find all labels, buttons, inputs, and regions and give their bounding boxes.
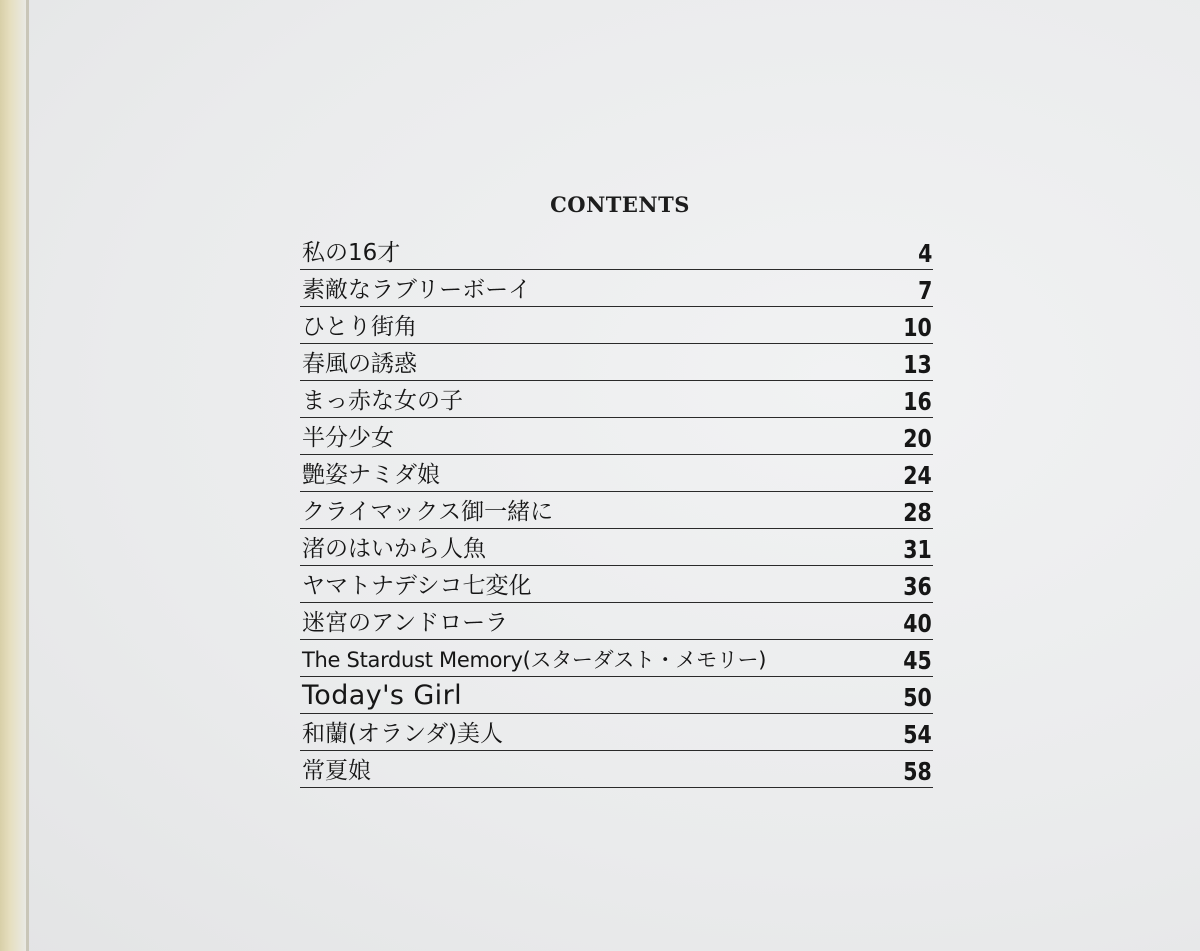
- toc-row: [300, 714, 933, 751]
- page-number: 54: [903, 720, 932, 749]
- song-title: 迷宮のアンドローラ: [302, 610, 509, 636]
- spine-edge: [26, 0, 29, 951]
- page-number: 50: [903, 683, 932, 712]
- toc-row: [300, 640, 933, 677]
- song-title: 常夏娘: [302, 758, 371, 784]
- song-title: ひとり街角: [302, 314, 417, 340]
- page-number: 13: [903, 350, 932, 379]
- page-number: 36: [903, 572, 932, 601]
- toc-row: [300, 603, 933, 640]
- song-title: 艶姿ナミダ娘: [302, 462, 440, 488]
- page-number: 58: [903, 757, 932, 786]
- toc-row: [300, 344, 933, 381]
- toc-row: [300, 492, 933, 529]
- table-of-contents: [300, 233, 933, 788]
- toc-row: [300, 233, 933, 270]
- page-number: 45: [903, 646, 932, 675]
- page-number: 4: [917, 239, 932, 268]
- toc-row: [300, 529, 933, 566]
- song-title: 私の16才: [302, 240, 401, 266]
- page-number: 20: [903, 424, 932, 453]
- song-title: 半分少女: [302, 425, 394, 451]
- song-title: 和蘭(オランダ)美人: [302, 721, 504, 747]
- contents-heading: CONTENTS: [550, 192, 690, 217]
- toc-row: [300, 677, 933, 714]
- book-spine: [0, 0, 26, 951]
- song-title: ヤマトナデシコ七変化: [302, 573, 532, 599]
- song-title: まっ赤な女の子: [302, 388, 463, 414]
- toc-row: [300, 381, 933, 418]
- toc-row: [300, 418, 933, 455]
- song-title: The Stardust Memory(スターダスト・メモリー): [302, 648, 767, 672]
- song-title: 春風の誘惑: [302, 351, 417, 377]
- toc-row: [300, 455, 933, 492]
- page-number: 7: [917, 276, 932, 305]
- page-number: 28: [903, 498, 932, 527]
- page-number: 10: [903, 313, 932, 342]
- song-title: 渚のはいから人魚: [302, 536, 486, 562]
- page-number: 40: [903, 609, 932, 638]
- page-number: 24: [903, 461, 932, 490]
- page-number: 31: [903, 535, 932, 564]
- toc-row: [300, 566, 933, 603]
- toc-row: [300, 307, 933, 344]
- song-title: クライマックス御一緒に: [302, 499, 554, 525]
- song-title: 素敵なラブリーボーイ: [302, 277, 532, 303]
- toc-row: [300, 270, 933, 307]
- song-title: Today's Girl: [302, 680, 462, 711]
- toc-row: [300, 751, 933, 788]
- page-number: 16: [903, 387, 932, 416]
